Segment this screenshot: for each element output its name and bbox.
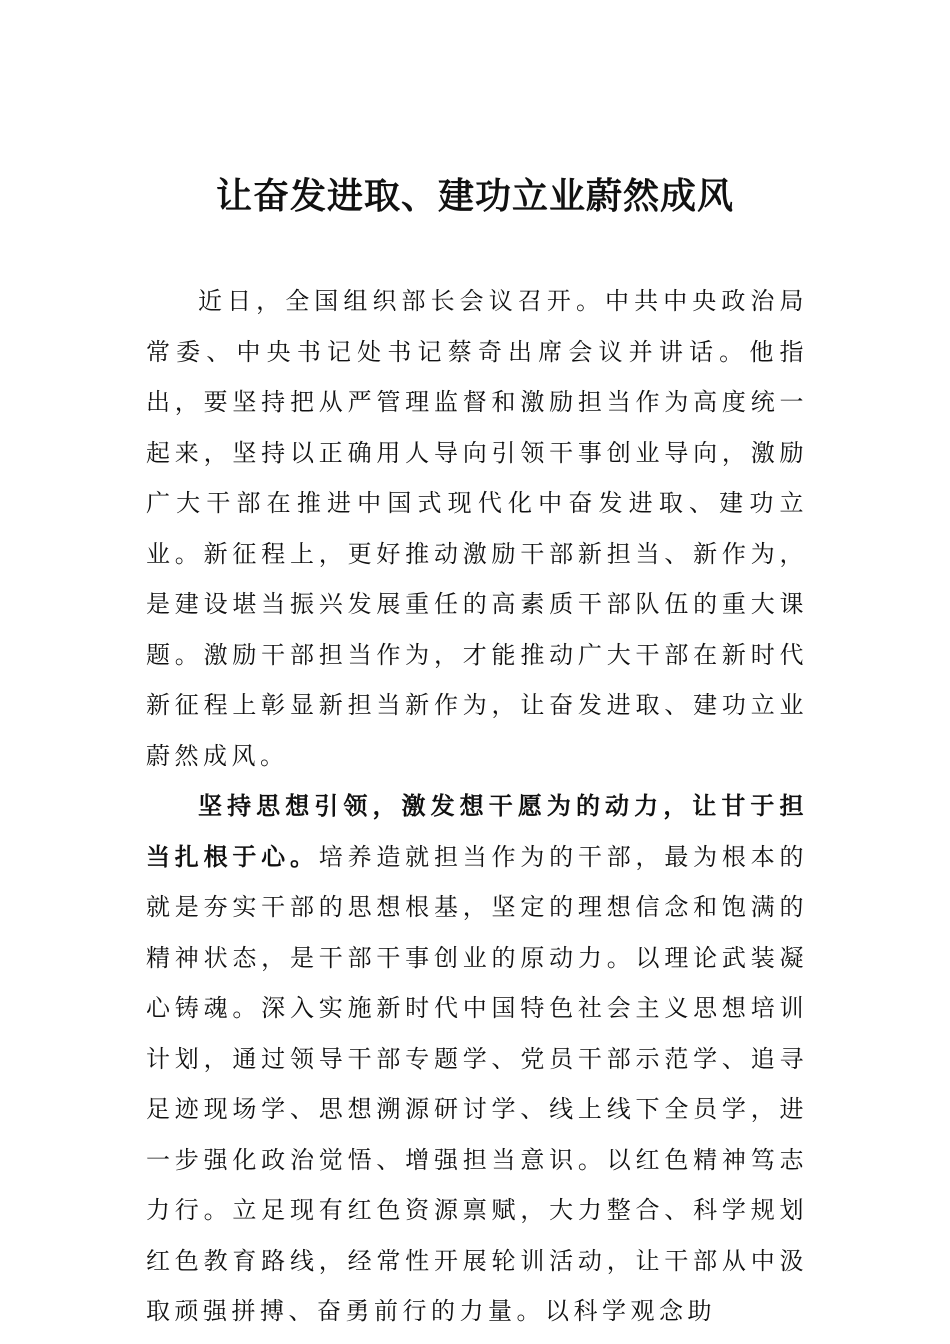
paragraph-thought-guidance — [146, 781, 808, 1337]
paragraph-intro-text: 近日，全国组织部长会议召开。中共中央政治局常委、中央书记处书记蔡奇出席会议并讲话。他指出，要坚持把从严管理监督和激励担当作为高度统一起来，坚持以正确用人导向引领干事创业导向，激励广大干部在推进中国式现代化中奋发进取、建功立业。新征程上，更好推动激励干部新担当、新作为，是建设堪当振兴发展重任的高素质干部队伍的重大课题。激励干部担当作为，才能推动广大干部在新时代新征程上彰显新担当新作为，让奋发进取、建功立业蔚然成风。 — [146, 287, 808, 770]
paragraph-lead-heading: 坚持思想引领，激发想干愿为的动力，让甘于担当扎根于心。 — [146, 792, 808, 871]
paragraph-intro — [146, 276, 808, 781]
document-title: 让奋发进取、建功立业蔚然成风 — [215, 175, 734, 217]
document-body — [146, 276, 808, 1337]
paragraph-thought-guidance-text: 培养造就担当作为的干部，最为根本的就是夯实干部的思想根基，坚定的理想信念和饱满的精神状态，是干部干事创业的原动力。以理论武装凝心铸魂。深入实施新时代中国特色社会主义思想培训计划，通过领导干部专题学、党员干部示范学、追寻足迹现场学、思想溯源研讨学、线上线下全员学，进一步强化政治觉悟、增强担当意识。以红色精神笃志力行。立足现有红色资源禀赋，大力整合、科学规划红色教育路线，经常性开展轮训活动，让干部从中汲取顽强拼搏、奋勇前行的力量。以科学观念助 — [146, 842, 809, 1325]
